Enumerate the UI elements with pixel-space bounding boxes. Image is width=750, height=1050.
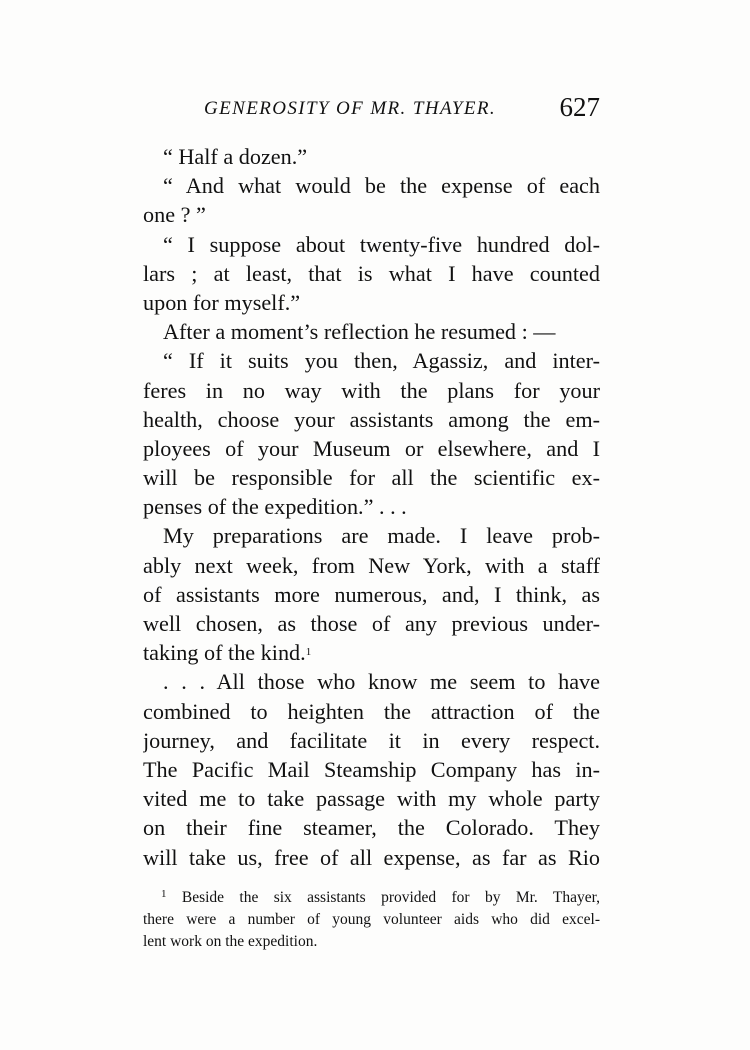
text-line: . . . All those who know me seem to have bbox=[163, 669, 600, 695]
text-line: ployees of your Museum or elsewhere, and I bbox=[143, 435, 600, 461]
footnote-marker: 1 bbox=[161, 888, 167, 900]
text-line bbox=[143, 638, 600, 667]
text-line-content: taking of the kind. bbox=[143, 640, 306, 666]
footnote-line: lent work on the expedition. bbox=[143, 933, 318, 950]
body-text bbox=[143, 142, 600, 872]
text-line: of assistants more numerous, and, I think, as bbox=[143, 581, 600, 607]
footnote bbox=[143, 887, 600, 953]
text-line: one ? ” bbox=[143, 202, 206, 228]
page-number: 627 bbox=[559, 92, 600, 122]
text-line: “ And what would be the expense of each bbox=[163, 173, 600, 199]
text-line: journey, and facilitate it in every respect. bbox=[143, 727, 600, 753]
text-line: The Pacific Mail Steamship Company has in- bbox=[143, 756, 600, 782]
footnote-reference: 1 bbox=[305, 646, 312, 659]
running-title: GENEROSITY OF MR. THAYER. bbox=[204, 98, 497, 119]
text-line: feres in no way with the plans for your bbox=[143, 377, 600, 403]
text-line: penses of the expedition.” . . . bbox=[143, 494, 407, 520]
text-line: well chosen, as those of any previous under- bbox=[143, 611, 600, 636]
text-line: “ I suppose about twenty-five hundred dol- bbox=[163, 231, 600, 257]
text-line: “ Half a dozen.” bbox=[163, 144, 308, 169]
footnote-line-text: Beside the six assistants provided for by Mr. Thayer, bbox=[181, 889, 600, 906]
text-line: After a moment’s reflection he resumed : — bbox=[163, 319, 556, 345]
text-line: lars ; at least, that is what I have counted bbox=[143, 260, 600, 286]
text-line: combined to heighten the attraction of the bbox=[143, 698, 600, 724]
text-line: ably next week, from New York, with a staff bbox=[143, 552, 600, 578]
footnote-line bbox=[143, 887, 600, 909]
text-line: on their fine steamer, the Colorado. They bbox=[143, 815, 600, 841]
text-line: upon for myself.” bbox=[143, 289, 301, 315]
page-header bbox=[148, 92, 600, 128]
text-line: will take us, free of all expense, as far as Rio bbox=[143, 844, 600, 870]
footnote-line: there were a number of young volunteer aids who did excel- bbox=[143, 911, 600, 928]
text-line: My preparations are made. I leave prob- bbox=[163, 523, 600, 549]
text-line: health, choose your assistants among the em- bbox=[143, 406, 600, 432]
text-line: will be responsible for all the scientific ex- bbox=[143, 465, 600, 491]
text-line: “ If it suits you then, Agassiz, and inter- bbox=[163, 348, 600, 374]
text-line: vited me to take passage with my whole party bbox=[143, 786, 600, 812]
